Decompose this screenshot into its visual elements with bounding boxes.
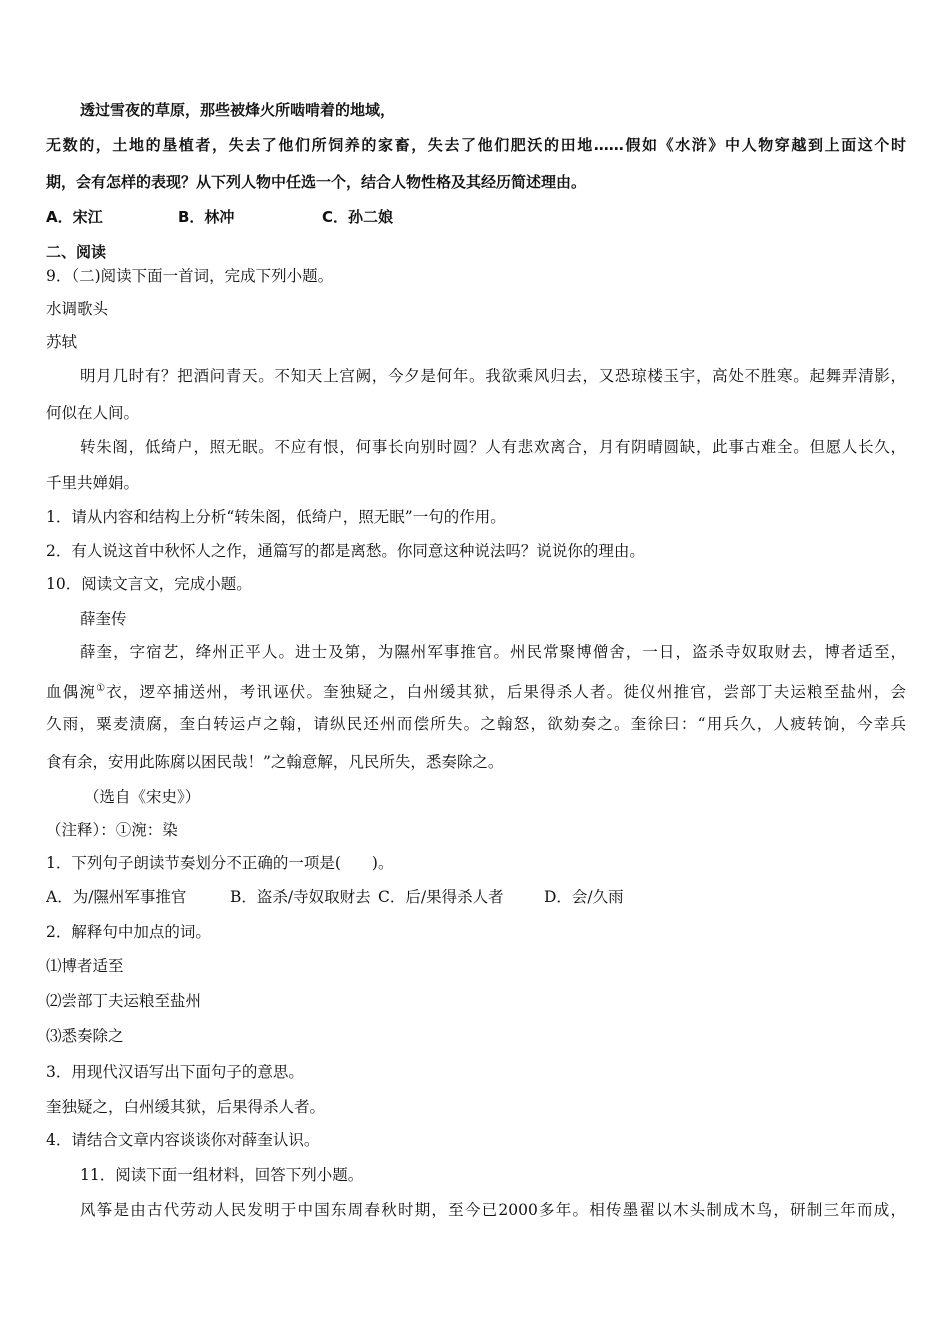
sentence: 奎独疑之，白州缓其狱，后果得杀人者。 (46, 1098, 326, 1116)
poem-title: 水调歌头 (46, 300, 109, 318)
q8-text-line: 期，会有怎样的表现？从下列人物中任选一个，结合人物性格及其经历简述理由。 (46, 173, 587, 191)
option-a: A．宋江 (46, 208, 103, 226)
poem-text: 何似在人间。 (46, 404, 140, 422)
article-text: 薛奎，字宿艺，绛州正平人。进士及第，为隰州军事推官。州民常聚博僧舍，一日，盗杀寺奴取财去，博者适至， (80, 643, 906, 661)
question: 3．用现代汉语写出下面句子的意思。 (46, 1063, 304, 1081)
option-c: C．后/果得杀人者 (378, 888, 504, 906)
option-a: A．为/隰州军事推官 (46, 888, 187, 906)
question: 1．请从内容和结构上分析“转朱阁，低绮户，照无眠”一句的作用。 (46, 508, 506, 526)
question: 1．下列句子朗读节奏划分不正确的一项是( )。 (46, 854, 394, 872)
question: 2．解释句中加点的词。 (46, 923, 211, 941)
option-b: B．盗杀/寺奴取财去 (230, 888, 371, 906)
question: 2．有人说这首中秋怀人之作，通篇写的都是离愁。你同意这种说法吗？说说你的理由。 (46, 542, 645, 560)
footnote-mark: ① (96, 683, 107, 694)
option-d: D．会/久雨 (544, 888, 624, 906)
article-text (46, 679, 906, 702)
article-title: 薛奎传 (80, 610, 127, 628)
sub-item: ⑶悉奏除之 (46, 1027, 124, 1045)
q8-text-line: 无数的，土地的垦植者，失去了他们所饲养的家畜，失去了他们肥沃的田地……假如《水浒》中人物穿越到上面这个时 (46, 136, 906, 154)
q8-options (46, 207, 393, 227)
poem-text: 明月几时有？把酒问青天。不知天上宫阙，今夕是何年。我欲乘风归去，又恐琼楼玉宇，高处不胜寒。起舞弄清影， (80, 367, 906, 385)
q10-intro: 10．阅读文言文，完成小题。 (46, 575, 252, 593)
article-note: （注释）：①涴：染 (46, 821, 178, 839)
poem-author: 苏轼 (46, 333, 78, 351)
section-title: 二、阅读 (46, 243, 107, 261)
article-text: 食有余，安用此陈腐以困民哉！”之翰意解，凡民所失，悉奏除之。 (46, 753, 504, 771)
poem-line: 透过雪夜的草原，那些被烽火所啮啃着的地域， (80, 101, 396, 119)
text: 衣，逻卒捕送州，考讯诬伏。奎独疑之，白州缓其狱，后果得杀人者。徙仪州推官，尝部丁夫运粮至盐州，会 (106, 683, 906, 702)
sub-item: ⑴博者适至 (46, 957, 124, 975)
option-b: B．林冲 (178, 208, 235, 226)
q11-intro: 11．阅读下面一组材料，回答下列小题。 (80, 1166, 364, 1184)
article-source: （选自《宋史》） (84, 788, 201, 806)
poem-text: 转朱阁，低绮户，照无眠。不应有恨，何事长向别时圆？人有悲欢离合，月有阴晴圆缺，此事古难全。但愿人长久， (80, 438, 906, 456)
article-text: 久雨，粟麦渍腐，奎白转运卢之翰，请纵民还州而偿所失。之翰怒，欲劾奏之。奎徐曰：“用兵久，人疲转饷，今幸兵 (46, 715, 906, 733)
q9-intro: 9．（二)阅读下面一首词，完成下列小题。 (46, 267, 334, 285)
q11-text: 风筝是由古代劳动人民发明于中国东周春秋时期，至今已2000多年。相传墨翟以木头制成木鸟，研制三年而成， (80, 1201, 906, 1219)
option-c: C．孙二娘 (322, 208, 394, 226)
question: 4．请结合文章内容谈谈你对薛奎认识。 (46, 1131, 320, 1149)
sub-item: ⑵尝部丁夫运粮至盐州 (46, 992, 202, 1010)
q10-options (46, 887, 624, 907)
poem-text: 千里共婵娟。 (46, 474, 140, 492)
text: 血偶涴 (46, 683, 97, 702)
